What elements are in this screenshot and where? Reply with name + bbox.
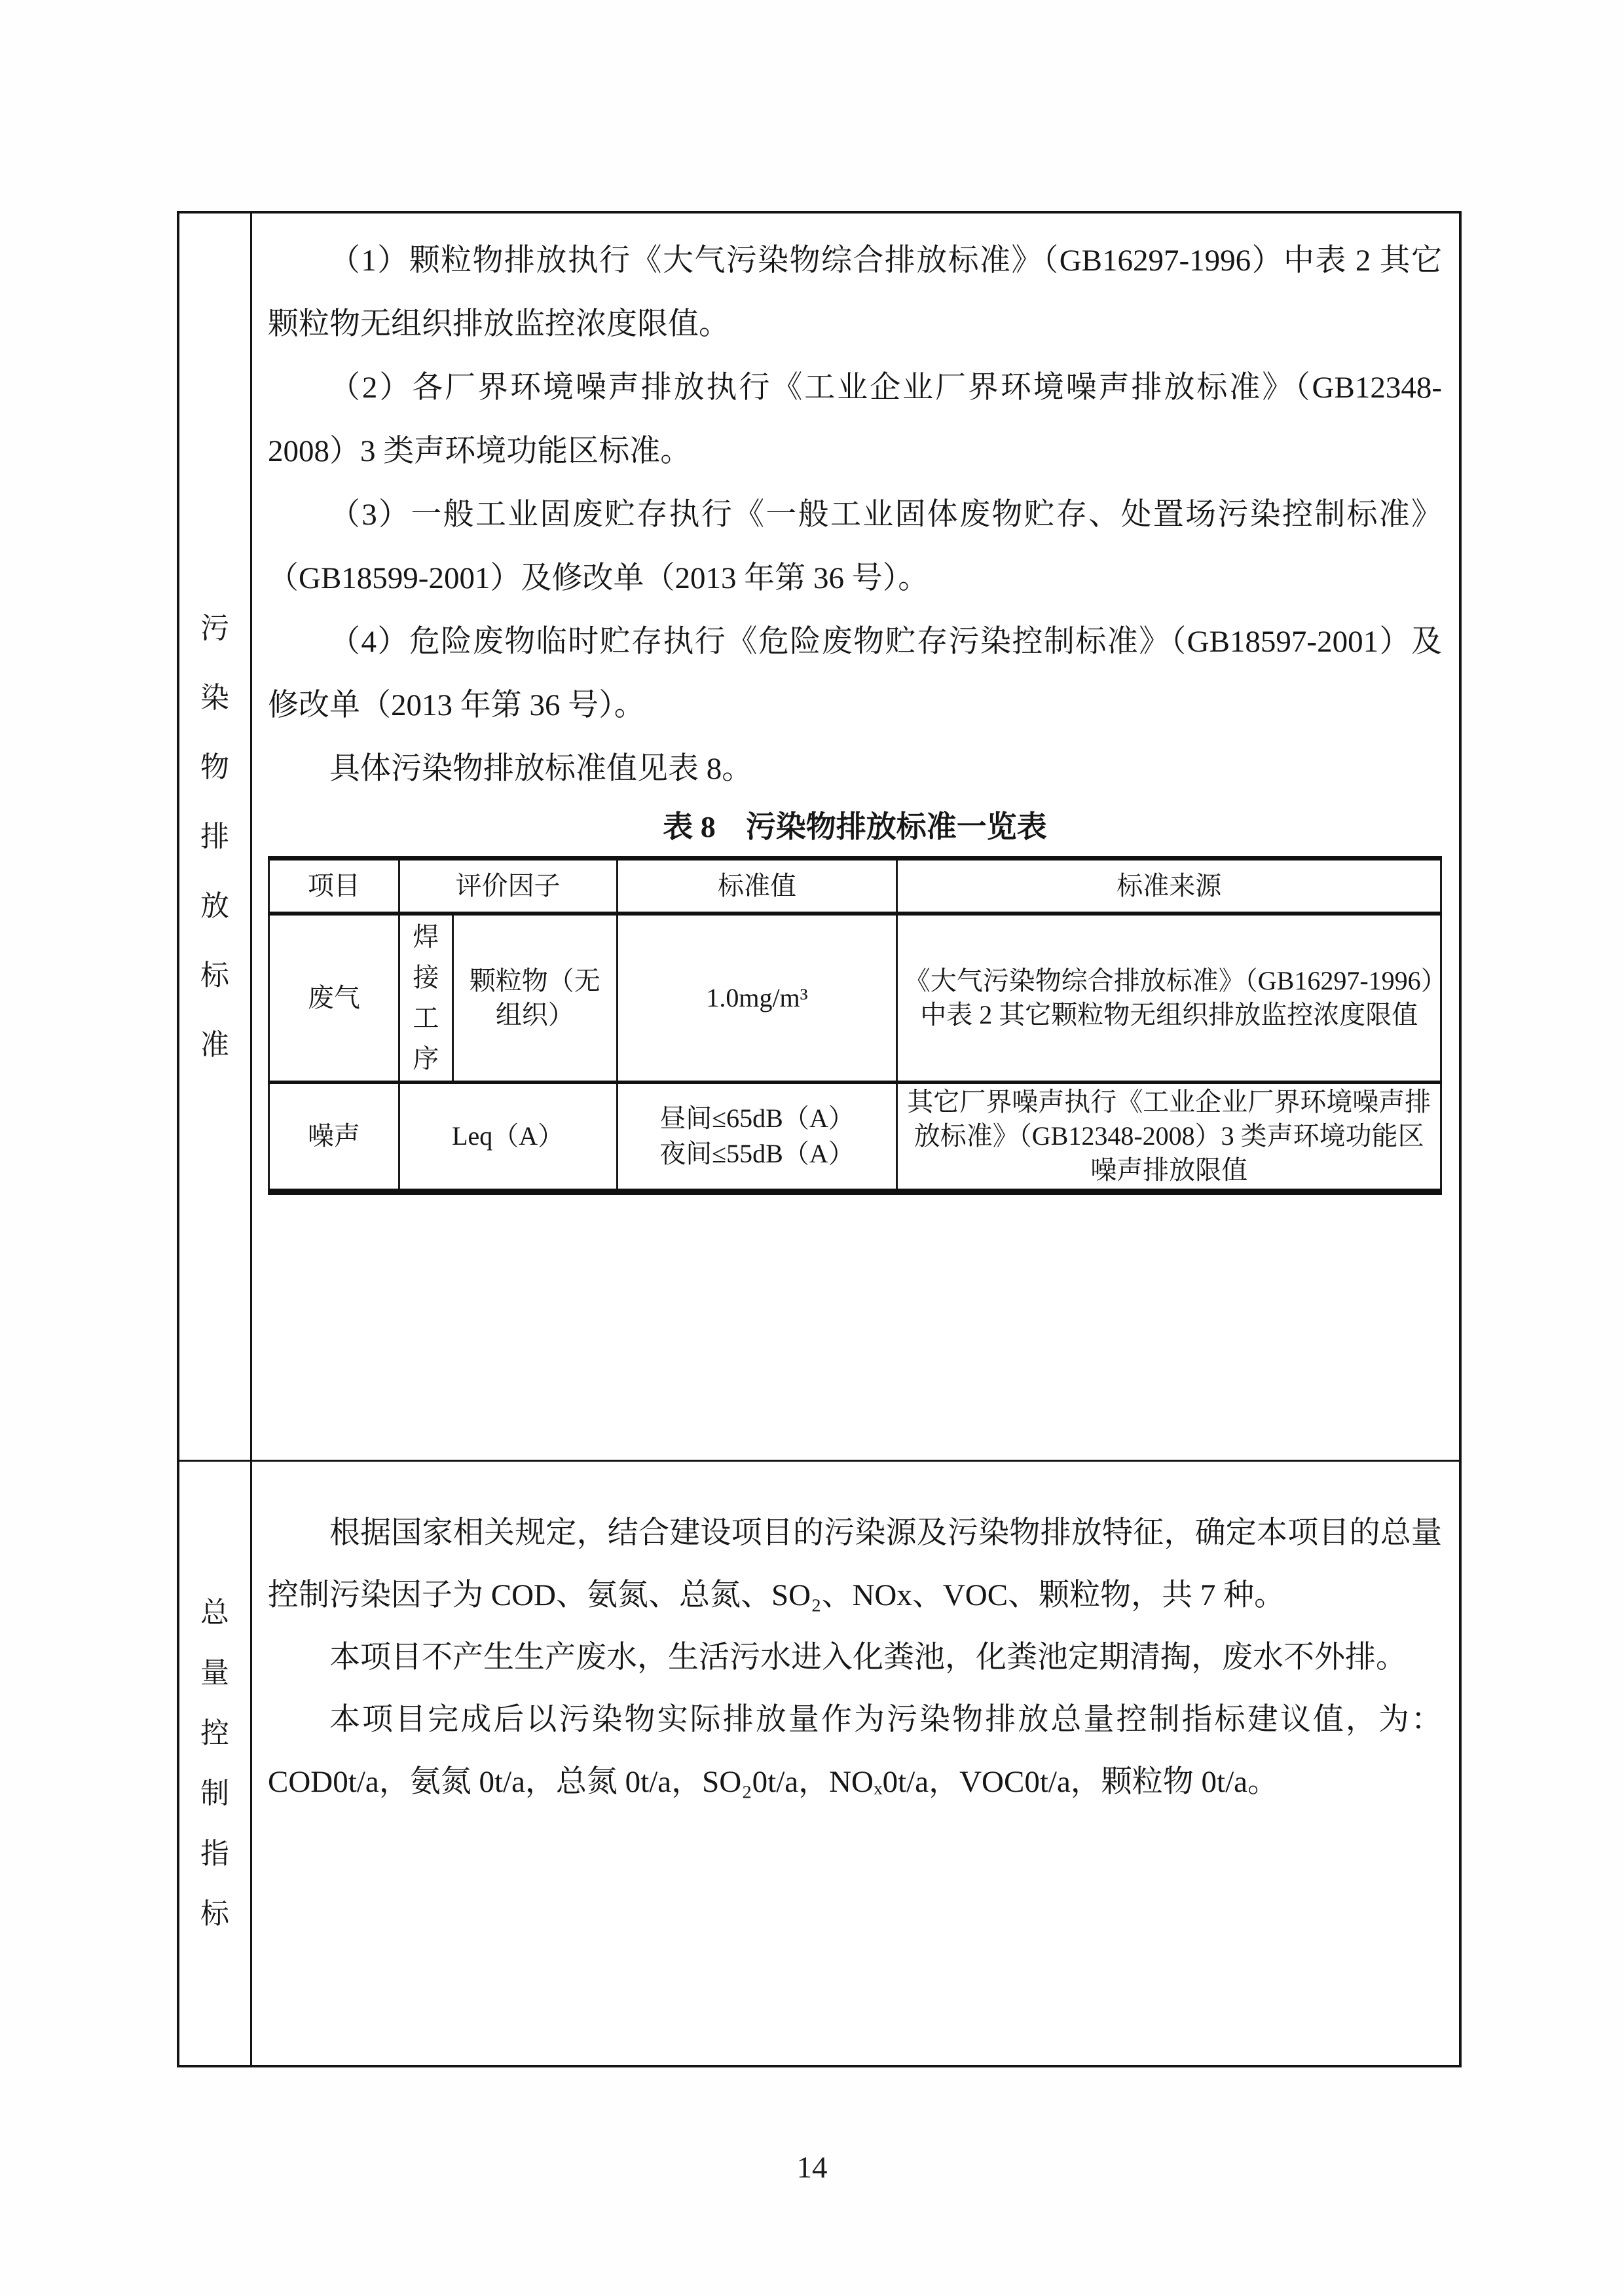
table-row-waste-gas (269, 914, 1441, 1083)
page-number: 14 (796, 2151, 828, 2185)
cell-factor-particulate: 颗粒物（无组织） (453, 914, 618, 1083)
header-item: 项目 (269, 859, 399, 914)
paragraph-control-factors: 根据国家相关规定，结合建设项目的污染源及污染物排放特征，确定本项目的总量控制污染因子为 COD、氨氮、总氮、SO₂、NOx、VOC、颗粒物，共 7 种。 (268, 1516, 1442, 1612)
paragraph-standard-1: （1）颗粒物排放执行《大气污染物综合排放标准》（GB16297-1996）中表 2 其它颗粒物无组织排放监控浓度限值。 (268, 244, 1442, 341)
sidebar-cell-pollutant-standards (179, 213, 252, 1460)
header-factor: 评价因子 (399, 859, 617, 914)
cell-item-waste-gas: 废气 (269, 914, 399, 1083)
table-title: 表 8 污染物排放标准一览表 (663, 810, 1047, 843)
noise-limit-day: 昼间≤65dB（A） (659, 1103, 855, 1133)
emission-standards-table (268, 856, 1442, 1195)
paragraph-standard-4: （4）危险废物临时贮存执行《危险废物贮存污染控制标准》（GB18597-2001）及修改单（2013 年第 36 号）。 (268, 625, 1442, 722)
cell-item-noise: 噪声 (269, 1082, 399, 1192)
table-row-noise (269, 1082, 1441, 1192)
paragraph-standard-2: （2）各厂界环境噪声排放执行《工业企业厂界环境噪声排放标准》（GB12348-2008）3 类声环境功能区标准。 (268, 371, 1442, 468)
cell-source-particulate: 《大气污染物综合排放标准》（GB16297-1996）中表 2 其它颗粒物无组织排放监控浓度限值 (897, 914, 1441, 1083)
sidebar-label-pollutant-standards: 污染物排放标准 (200, 612, 229, 1061)
noise-limit-night: 夜间≤55dB（A） (659, 1138, 855, 1168)
vertical-process-label: 焊接工序 (413, 921, 439, 1073)
section-total-quantity-control (179, 1462, 1459, 2065)
paragraph-control-values: 本项目完成后以污染物实际排放量作为污染物排放总量控制指标建议值，为：COD0t/a，氨氮 0t/a，总氮 0t/a，SO₂0t/a，NOₓ0t/a，VOC0t/a，颗粒物 0t/a。 (268, 1703, 1442, 1799)
section-pollutant-emission-standards (179, 213, 1459, 1462)
cell-factor-leq: Leq（A） (399, 1082, 617, 1192)
form-frame (177, 211, 1462, 2067)
sidebar-label-total-control: 总量控制指标 (200, 1596, 229, 1930)
cell-value-particulate: 1.0mg/m³ (617, 914, 897, 1083)
paragraph-standard-3: （3）一般工业固废贮存执行《一般工业固体废物贮存、处置场污染控制标准》（GB18599-2001）及修改单（2013 年第 36 号）。 (268, 498, 1442, 595)
header-value: 标准值 (617, 859, 897, 914)
content-pollutant-standards (252, 213, 1459, 1460)
paragraph-wastewater: 本项目不产生生产废水，生活污水进入化粪池，化粪池定期清掏，废水不外排。 (329, 1640, 1407, 1675)
table-header-row (269, 859, 1441, 914)
cell-value-noise (617, 1082, 897, 1192)
paragraph-see-table: 具体污染物排放标准值见表 8。 (329, 752, 753, 786)
cell-source-noise: 其它厂界噪声执行《工业企业厂界环境噪声排放标准》（GB12348-2008）3 类声环境功能区噪声排放限值 (897, 1082, 1441, 1192)
sidebar-cell-total-control (179, 1462, 252, 2065)
content-total-control (252, 1462, 1459, 2065)
cell-process-welding (399, 914, 452, 1083)
header-source: 标准来源 (897, 859, 1441, 914)
